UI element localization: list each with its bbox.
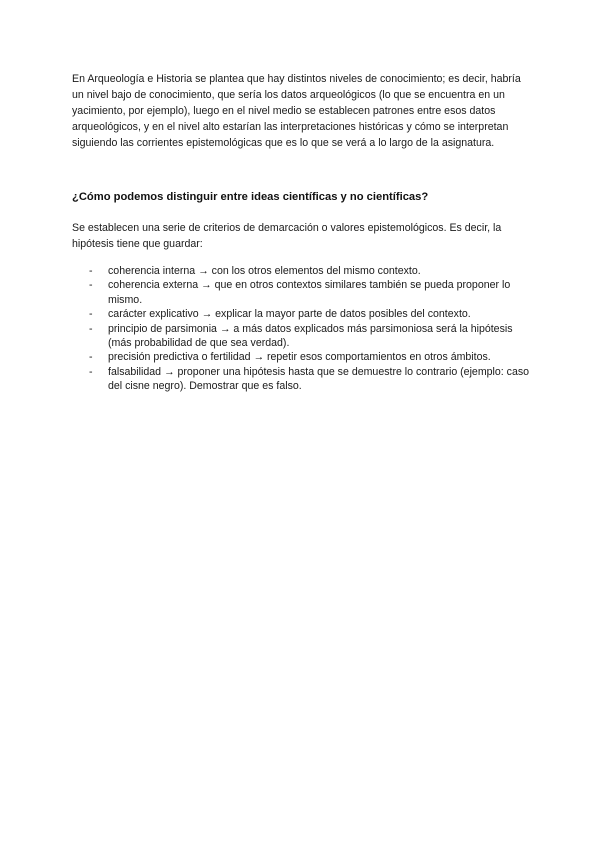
bullet-dash: - xyxy=(89,322,93,335)
list-item-text: falsabilidad → proponer una hipótesis hasta que se demuestre lo contrario (ejemplo: caso del cisne negro). Demostrar que es falso. xyxy=(108,365,530,393)
bullet-dash: - xyxy=(89,365,93,378)
bullet-dash: - xyxy=(89,279,93,292)
list-item-text: coherencia externa → que en otros contextos similares también se pueda proponer lo mismo. xyxy=(108,279,511,306)
list-item-text: principio de parsimonia → a más datos explicados más parsimoniosa será la hipótesis (más probabilidad de que sea verdad). xyxy=(108,322,513,350)
list-item xyxy=(72,365,532,394)
bullet-dash: - xyxy=(89,308,93,321)
list-item xyxy=(72,350,532,364)
list-item-text: precisión predictiva o fertilidad → repetir esos comportamientos en otros ámbitos. xyxy=(108,351,491,364)
list-item xyxy=(72,278,532,307)
intro-paragraph: En Arqueología e Historia se plantea que hay distintos niveles de conocimiento; es decir, habría un nivel bajo de conocimiento, que sería los datos arqueológicos (lo que se encuentra en un yacimiento, por ejemplo), luego en el nivel medio se establecen patrones entre esos datos arqueológicos, y en el nivel alto estarían las interpretaciones históricas y cómo se interpretan siguiendo las corrientes epistemológicas que es lo que se verá a lo largo de la asignatura. xyxy=(72,73,521,149)
list-item xyxy=(72,264,532,278)
list-item xyxy=(72,322,532,351)
bullet-dash: - xyxy=(89,351,93,364)
list-item-text: carácter explicativo → explicar la mayor parte de datos posibles del contexto. xyxy=(108,308,471,321)
criteria-list xyxy=(72,264,532,394)
list-item xyxy=(72,307,532,321)
section-heading: ¿Cómo podemos distinguir entre ideas científicas y no científicas? xyxy=(72,191,429,203)
bullet-dash: - xyxy=(89,265,93,277)
criteria-intro-paragraph: Se establecen una serie de criterios de demarcación o valores epistemológicos. Es decir, la hipótesis tiene que guardar: xyxy=(72,222,502,250)
list-item-text: coherencia interna → con los otros elementos del mismo contexto. xyxy=(108,265,421,277)
